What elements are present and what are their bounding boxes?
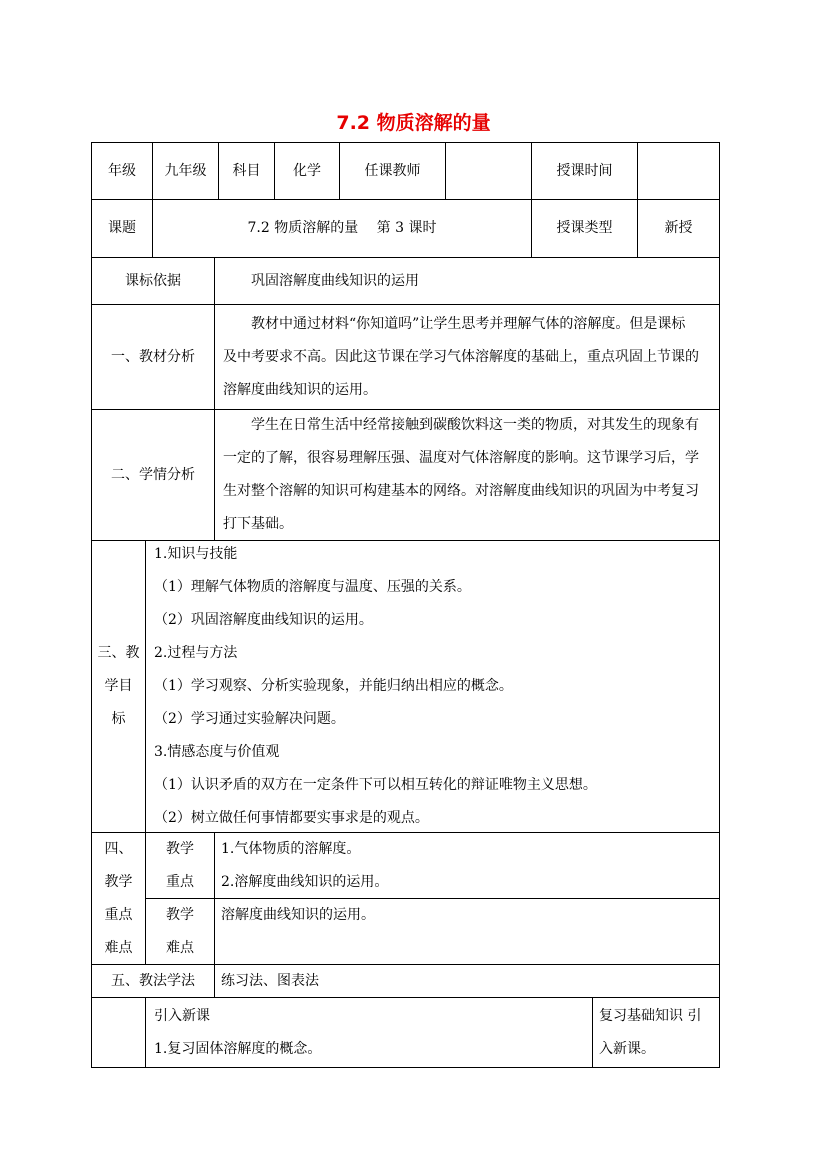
objectives-label-cell xyxy=(91,540,146,833)
grade-value-cell xyxy=(152,142,219,200)
type-value: 新授 xyxy=(664,220,693,236)
methods-label-cell xyxy=(91,964,215,998)
focus-content xyxy=(214,832,720,899)
process-note-line: 复习基础知识 引 xyxy=(599,1007,702,1024)
standard-label: 课标依据 xyxy=(125,272,181,289)
methods-label: 五、教法学法 xyxy=(111,972,195,989)
standard-value: 巩固溶解度曲线知识的运用 xyxy=(251,272,419,289)
standard-value-cell xyxy=(214,257,720,305)
key-points-label-cell xyxy=(91,832,146,965)
objectives-content xyxy=(145,540,720,833)
objective-line: （1）理解气体物质的溶解度与温度、压强的关系。 xyxy=(154,579,471,595)
material-analysis-content xyxy=(214,304,720,410)
methods-value: 练习法、图表法 xyxy=(221,972,319,989)
material-analysis-line: 及中考要求不高。因此这节课在学习气体溶解度的基础上，重点巩固上节课的 xyxy=(223,348,699,365)
material-analysis-line: 教材中通过材料“你知道吗”让学生思考并理解气体的溶解度。但是课标 xyxy=(251,315,686,332)
material-analysis-line: 溶解度曲线知识的运用。 xyxy=(223,381,377,398)
methods-value-cell xyxy=(214,964,720,998)
time-value-cell xyxy=(637,142,720,200)
process-note xyxy=(592,997,720,1068)
key-points-label-line: 难点 xyxy=(104,939,133,956)
difficulty-label-line: 难点 xyxy=(166,939,194,956)
objectives-label-line: 标 xyxy=(111,711,126,727)
subject-value-cell xyxy=(274,142,340,200)
topic-value: 7.2 物质溶解的量 第 3 课时 xyxy=(247,220,437,236)
difficulty-line: 溶解度曲线知识的运用。 xyxy=(221,907,375,923)
objectives-label-line: 学目 xyxy=(104,678,133,694)
key-points-label-line: 教学 xyxy=(104,873,133,890)
difficulty-label-line: 教学 xyxy=(166,906,194,923)
key-points-label-line: 重点 xyxy=(104,906,133,923)
subject-label: 科目 xyxy=(232,162,261,179)
focus-label-line: 教学 xyxy=(166,840,194,857)
grade-label: 年级 xyxy=(108,162,136,179)
grade-label-cell xyxy=(91,142,153,200)
focus-line: 2.溶解度曲线知识的运用。 xyxy=(221,873,389,890)
process-content xyxy=(145,997,593,1068)
focus-line: 1.气体物质的溶解度。 xyxy=(221,840,361,857)
focus-label-cell xyxy=(145,832,215,899)
material-analysis-label-cell xyxy=(91,304,215,410)
type-label-cell xyxy=(531,199,638,258)
topic-label-cell xyxy=(91,199,153,258)
objective-line: 3.情感态度与价值观 xyxy=(154,744,280,760)
topic-value-cell xyxy=(152,199,532,258)
grade-value: 九年级 xyxy=(164,162,207,179)
student-analysis-content xyxy=(214,409,720,541)
type-label: 授课类型 xyxy=(556,220,613,236)
standard-label-cell xyxy=(91,257,215,305)
topic-label: 课题 xyxy=(108,220,136,236)
process-note-line: 入新课。 xyxy=(599,1040,655,1057)
objective-line: （1）认识矛盾的双方在一定条件下可以相互转化的辩证唯物主义思想。 xyxy=(154,777,597,793)
process-line: 1.复习固体溶解度的概念。 xyxy=(154,1040,322,1057)
objective-line: （2）巩固溶解度曲线知识的运用。 xyxy=(154,612,373,628)
objective-line: 1.知识与技能 xyxy=(154,546,238,562)
student-analysis-label-cell xyxy=(91,409,215,541)
subject-label-cell xyxy=(218,142,275,200)
teacher-label-cell xyxy=(339,142,446,200)
time-label-cell xyxy=(531,142,638,200)
material-analysis-label: 一、教材分析 xyxy=(111,348,195,365)
difficulty-content xyxy=(214,898,720,965)
objectives-label-line: 三、教 xyxy=(97,645,140,661)
teacher-label: 任课教师 xyxy=(364,162,421,179)
key-points-label-line: 四、 xyxy=(104,840,133,857)
student-analysis-line: 学生在日常生活中经常接触到碳酸饮料这一类的物质，对其发生的现象有 xyxy=(251,417,699,433)
process-label-cell xyxy=(91,997,146,1068)
type-value-cell xyxy=(637,199,720,258)
time-label: 授课时间 xyxy=(556,162,613,179)
objective-line: 2.过程与方法 xyxy=(154,645,238,661)
student-analysis-line: 一定的了解，很容易理解压强、温度对气体溶解度的影响。这节课学习后，学 xyxy=(223,450,699,466)
student-analysis-line: 打下基础。 xyxy=(223,516,293,532)
teacher-value-cell xyxy=(445,142,532,200)
student-analysis-line: 生对整个溶解的知识可构建基本的网络。对溶解度曲线知识的巩固为中考复习 xyxy=(223,483,699,499)
process-line: 引入新课 xyxy=(154,1007,210,1024)
objective-line: （2）学习通过实验解决问题。 xyxy=(154,711,345,727)
student-analysis-label: 二、学情分析 xyxy=(111,466,195,483)
subject-value: 化学 xyxy=(293,162,321,179)
document-title: 7.2 物质溶解的量 xyxy=(336,112,491,134)
focus-label-line: 重点 xyxy=(166,873,194,890)
difficulty-label-cell xyxy=(145,898,215,965)
objective-line: （2）树立做任何事情都要实事求是的观点。 xyxy=(154,810,429,826)
objective-line: （1）学习观察、分析实验现象，并能归纳出相应的概念。 xyxy=(154,678,513,694)
